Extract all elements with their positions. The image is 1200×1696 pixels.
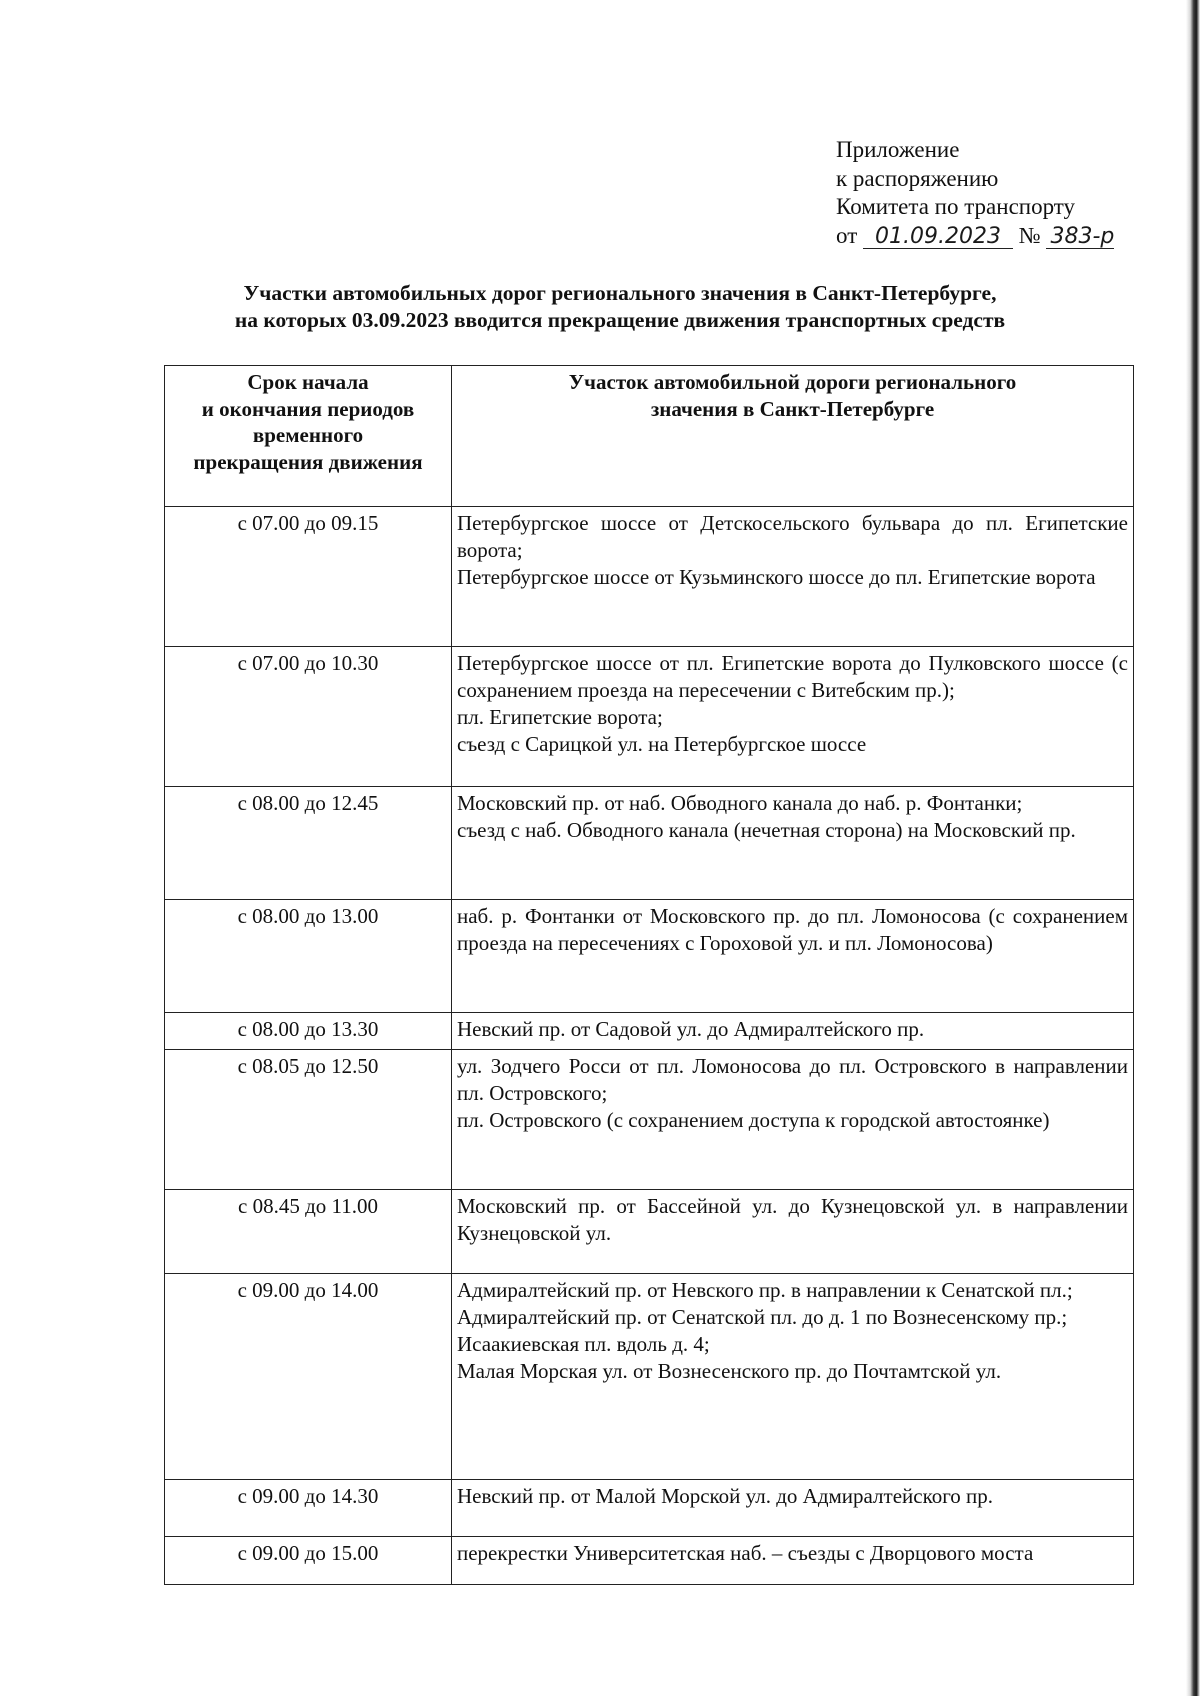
road-line: Адмиралтейский пр. от Сенатской пл. до д. 1 по Вознесенскому пр.; [457, 1305, 1068, 1329]
handwritten-date: 01.09.2023 [863, 226, 1013, 249]
table-row [165, 507, 1134, 647]
road-line: Петербургское шоссе от пл. Египетские ворота до Пулковского шоссе (с сохранением проезда на пересечении с Витебским пр.); [457, 651, 1128, 702]
appendix-date-row [836, 222, 1114, 251]
road-line: пл. Египетские ворота; [457, 705, 663, 729]
road-line: съезд с Сарицкой ул. на Петербургское шоссе [457, 732, 867, 756]
time-cell: с 09.00 до 14.30 [165, 1480, 452, 1537]
table-row [165, 1274, 1134, 1480]
appendix-line-3: Комитета по транспорту [836, 194, 1076, 219]
date-prefix: от [836, 222, 858, 248]
appendix-block [836, 136, 1114, 250]
scan-edge-shadow [1186, 0, 1200, 1696]
header-time-line: временного [252, 423, 364, 447]
table-row [165, 1190, 1134, 1274]
road-line: наб. р. Фонтанки от Московского пр. до пл. Ломоносова (с сохранением проезда на пересечениях с Гороховой ул. и пл. Ломоносова) [457, 904, 1128, 955]
road-line: пл. Островского (с сохранением доступа к городской автостоянке) [457, 1108, 1050, 1132]
header-time-period [165, 366, 452, 507]
table-row [165, 787, 1134, 900]
road-cell [452, 1013, 1134, 1050]
time-cell: с 08.45 до 11.00 [165, 1190, 452, 1274]
road-line: Исаакиевская пл. вдоль д. 4; [457, 1332, 710, 1356]
header-road-section [452, 366, 1134, 507]
time-cell: с 08.00 до 12.45 [165, 787, 452, 900]
title-line-2: на которых 03.09.2023 вводится прекращение движения транспортных средств [234, 308, 1006, 332]
table-row [165, 1537, 1134, 1585]
header-road-line: Участок автомобильной дороги регионального [568, 370, 1017, 394]
time-cell: с 08.05 до 12.50 [165, 1050, 452, 1190]
header-time-line: прекращения движения [193, 449, 423, 474]
document-title [150, 280, 1090, 334]
road-cell [452, 1050, 1134, 1190]
header-road-line: значения в Санкт-Петербурге [650, 396, 935, 421]
road-cell [452, 1274, 1134, 1480]
road-line: Петербургское шоссе от Детскосельского бульвара до пл. Египетские ворота; [457, 511, 1128, 562]
road-cell [452, 1190, 1134, 1274]
time-cell: с 09.00 до 15.00 [165, 1537, 452, 1585]
road-cell [452, 647, 1134, 787]
appendix-line-2: к распоряжению [836, 165, 999, 191]
header-time-line: Срок начала [247, 370, 369, 394]
road-line: Невский пр. от Малой Морской ул. до Адмиралтейского пр. [457, 1484, 994, 1508]
title-line-1: Участки автомобильных дорог регионального значения в Санкт-Петербурге, [243, 281, 997, 305]
table-row [165, 1050, 1134, 1190]
table-header-row [165, 366, 1134, 507]
table-row [165, 647, 1134, 787]
road-cell [452, 1537, 1134, 1585]
time-cell: с 07.00 до 09.15 [165, 507, 452, 647]
road-cell [452, 787, 1134, 900]
road-line: перекрестки Университетская наб. – съезды с Дворцового моста [457, 1541, 1034, 1565]
road-cell [452, 507, 1134, 647]
time-cell: с 08.00 до 13.00 [165, 900, 452, 1013]
road-line: Невский пр. от Садовой ул. до Адмиралтейского пр. [457, 1017, 925, 1041]
road-line: Петербургское шоссе от Кузьминского шоссе до пл. Египетские ворота [457, 565, 1096, 589]
road-line: Московский пр. от Бассейной ул. до Кузнецовской ул. в направлении Кузнецовской ул. [457, 1194, 1128, 1245]
road-line: Адмиралтейский пр. от Невского пр. в направлении к Сенатской пл.; [457, 1278, 1073, 1302]
table-row [165, 1480, 1134, 1537]
time-cell: с 07.00 до 10.30 [165, 647, 452, 787]
road-line: Московский пр. от наб. Обводного канала до наб. р. Фонтанки; [457, 791, 1023, 815]
appendix-line-1: Приложение [836, 137, 960, 162]
road-line: съезд с наб. Обводного канала (нечетная сторона) на Московский пр. [457, 818, 1076, 842]
number-prefix: № [1018, 222, 1041, 248]
road-closures-table [164, 365, 1134, 1585]
road-line: Малая Морская ул. от Вознесенского пр. до Почтамтской ул. [457, 1359, 1002, 1383]
time-cell: с 09.00 до 14.00 [165, 1274, 452, 1480]
header-time-line: и окончания периодов [201, 396, 415, 421]
road-cell [452, 900, 1134, 1013]
table-row [165, 900, 1134, 1013]
road-line: ул. Зодчего Росси от пл. Ломоносова до пл. Островского в направлении пл. Островского; [457, 1054, 1128, 1105]
handwritten-number: 383-р [1046, 226, 1114, 249]
time-cell: с 08.00 до 13.30 [165, 1013, 452, 1050]
road-cell [452, 1480, 1134, 1537]
table-row [165, 1013, 1134, 1050]
